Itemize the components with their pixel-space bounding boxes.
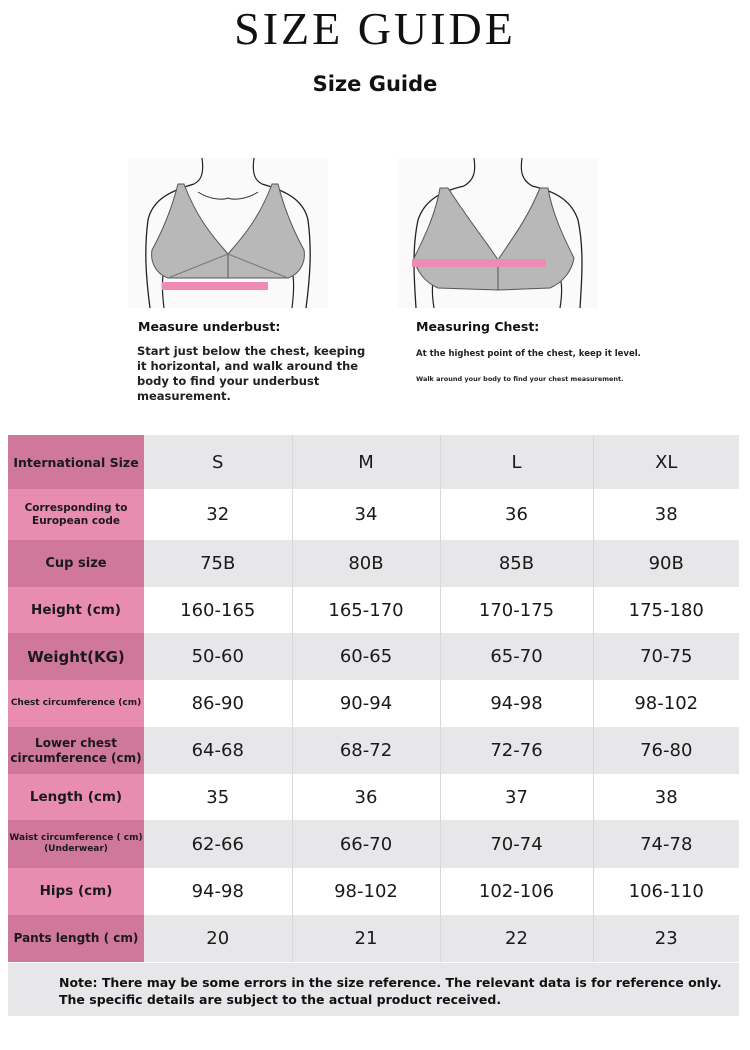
table-cell: L xyxy=(440,435,593,489)
table-cell: 23 xyxy=(593,915,739,962)
table-cell: M xyxy=(292,435,440,489)
size-table xyxy=(8,435,739,962)
row-label: Chest circumference (cm) xyxy=(8,680,144,727)
chest-measuring-tape xyxy=(412,259,546,267)
table-cell: 74-78 xyxy=(593,820,739,868)
row-label: Length (cm) xyxy=(8,774,144,820)
table-cell: 175-180 xyxy=(593,587,739,633)
table-cell: S xyxy=(144,435,292,489)
row-label: Pants length ( cm) xyxy=(8,915,144,962)
table-cell: 60-65 xyxy=(292,633,440,680)
chest-illustration xyxy=(398,158,598,308)
table-cell: 90-94 xyxy=(292,680,440,727)
table-cell: 38 xyxy=(593,774,739,820)
underbust-description: Start just below the chest, keeping it horizontal, and walk around the body to find your underbust measurement. xyxy=(137,344,366,403)
table-cell: 76-80 xyxy=(593,727,739,774)
note-line-2: The specific details are subject to the actual product received. xyxy=(59,992,502,1007)
table-cell: 90B xyxy=(593,540,739,587)
table-cell: 165-170 xyxy=(292,587,440,633)
table-cell: 80B xyxy=(292,540,440,587)
table-row xyxy=(8,868,739,915)
table-row xyxy=(8,915,739,962)
underbust-measuring-tape xyxy=(162,282,268,290)
table-cell: 62-66 xyxy=(144,820,292,868)
row-label: Hips (cm) xyxy=(8,868,144,915)
chest-detail: Walk around your body to find your chest measurement. xyxy=(416,375,624,383)
table-row xyxy=(8,727,739,774)
table-cell: 75B xyxy=(144,540,292,587)
table-cell: 102-106 xyxy=(440,868,593,915)
note-line-1: Note: There may be some errors in the size reference. The relevant data is for reference only. xyxy=(59,975,722,990)
table-cell: 68-72 xyxy=(292,727,440,774)
table-row xyxy=(8,820,739,868)
table-cell: 106-110 xyxy=(593,868,739,915)
table-cell: 36 xyxy=(292,774,440,820)
table-cell: 94-98 xyxy=(440,680,593,727)
row-label: International Size xyxy=(8,435,144,489)
note-text xyxy=(59,974,729,1008)
table-cell: 86-90 xyxy=(144,680,292,727)
row-label: Corresponding to European code xyxy=(8,489,144,540)
table-cell: 98-102 xyxy=(292,868,440,915)
table-cell: 66-70 xyxy=(292,820,440,868)
page-subtitle: Size Guide xyxy=(312,72,438,96)
note-box xyxy=(8,963,739,1016)
table-cell: 50-60 xyxy=(144,633,292,680)
table-row xyxy=(8,540,739,587)
underbust-illustration xyxy=(128,158,328,308)
table-cell: 160-165 xyxy=(144,587,292,633)
table-cell: 32 xyxy=(144,489,292,540)
page-title: SIZE GUIDE xyxy=(234,3,516,54)
table-cell: 70-74 xyxy=(440,820,593,868)
row-label: Cup size xyxy=(8,540,144,587)
table-cell: 64-68 xyxy=(144,727,292,774)
table-cell: XL xyxy=(593,435,739,489)
table-cell: 20 xyxy=(144,915,292,962)
row-label: Height (cm) xyxy=(8,587,144,633)
table-cell: 170-175 xyxy=(440,587,593,633)
chest-description: At the highest point of the chest, keep it level. xyxy=(416,349,641,359)
underbust-title: Measure underbust: xyxy=(138,319,281,334)
table-cell: 85B xyxy=(440,540,593,587)
table-row xyxy=(8,587,739,633)
chest-title: Measuring Chest: xyxy=(416,319,540,334)
table-cell: 70-75 xyxy=(593,633,739,680)
table-cell: 36 xyxy=(440,489,593,540)
table-cell: 21 xyxy=(292,915,440,962)
table-cell: 35 xyxy=(144,774,292,820)
row-label: Weight(KG) xyxy=(8,633,144,680)
table-cell: 98-102 xyxy=(593,680,739,727)
table-cell: 72-76 xyxy=(440,727,593,774)
table-cell: 34 xyxy=(292,489,440,540)
table-row xyxy=(8,489,739,540)
table-row xyxy=(8,774,739,820)
table-cell: 38 xyxy=(593,489,739,540)
row-label: Waist circumference ( cm) (Underwear) xyxy=(8,820,144,868)
table-row xyxy=(8,680,739,727)
table-cell: 37 xyxy=(440,774,593,820)
table-cell: 94-98 xyxy=(144,868,292,915)
table-row xyxy=(8,633,739,680)
table-cell: 65-70 xyxy=(440,633,593,680)
row-label: Lower chest circumference (cm) xyxy=(8,727,144,774)
table-cell: 22 xyxy=(440,915,593,962)
table-row xyxy=(8,435,739,489)
